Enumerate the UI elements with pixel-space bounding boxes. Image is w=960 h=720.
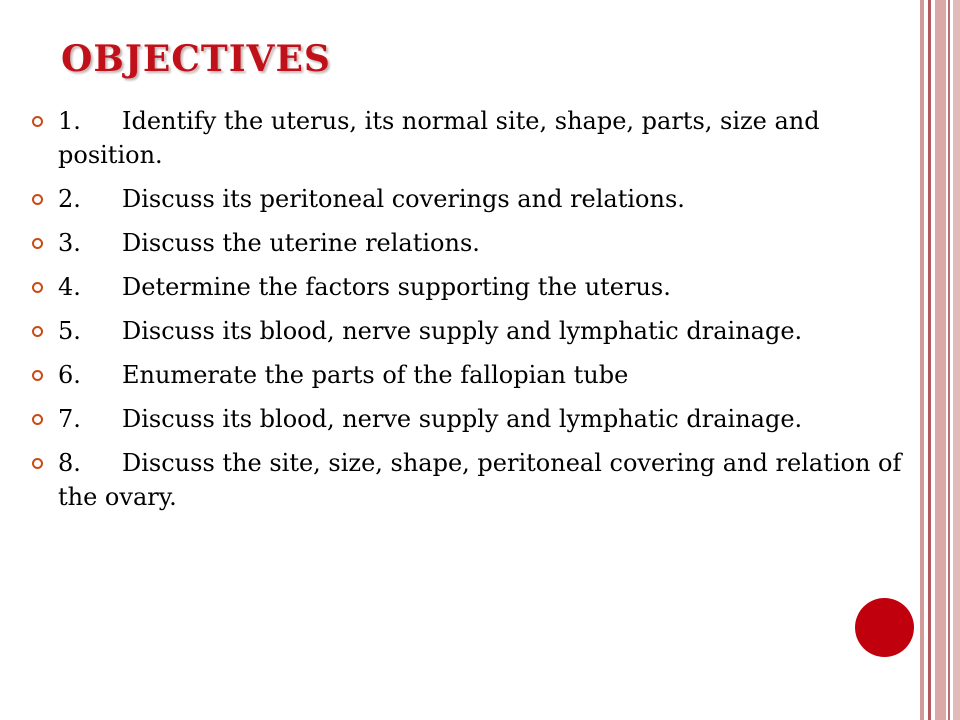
item-number: 2. (58, 185, 81, 213)
item-number: 6. (58, 361, 81, 389)
item-text: Discuss its peritoneal coverings and relations. (122, 185, 685, 213)
item-number: 8. (58, 449, 81, 477)
item-text: Discuss its blood, nerve supply and lymphatic drainage. (122, 405, 803, 433)
decorative-stripe (928, 0, 931, 720)
red-circle-icon (855, 598, 914, 657)
item-text: Discuss its blood, nerve supply and lymphatic drainage. (122, 317, 803, 345)
list-item (32, 314, 912, 348)
ring-bullet-icon (32, 458, 43, 469)
decorative-stripe (920, 0, 924, 720)
item-text: Identify the uterus, its normal site, shape, parts, size and position. (58, 107, 820, 169)
ring-bullet-icon (32, 116, 43, 127)
objectives-list (32, 104, 912, 524)
ring-bullet-icon (32, 194, 43, 205)
ring-bullet-icon (32, 326, 43, 337)
item-number: 5. (58, 317, 81, 345)
list-item (32, 104, 912, 172)
decorative-stripe (948, 0, 950, 720)
list-item (32, 358, 912, 392)
item-text: Determine the factors supporting the uterus. (122, 273, 671, 301)
ring-bullet-icon (32, 282, 43, 293)
list-item (32, 182, 912, 216)
slide-title: OBJECTIVES (61, 38, 331, 80)
list-item (32, 402, 912, 436)
item-text: Enumerate the parts of the fallopian tube (122, 361, 629, 389)
ring-bullet-icon (32, 414, 43, 425)
item-number: 7. (58, 405, 81, 433)
item-number: 1. (58, 107, 81, 135)
list-item (32, 226, 912, 260)
ring-bullet-icon (32, 370, 43, 381)
item-text: Discuss the site, size, shape, peritoneal covering and relation of the ovary. (58, 449, 902, 511)
item-number: 4. (58, 273, 81, 301)
item-text: Discuss the uterine relations. (122, 229, 480, 257)
decorative-stripe (953, 0, 960, 720)
item-number: 3. (58, 229, 81, 257)
list-item (32, 446, 912, 514)
decorative-stripe (935, 0, 946, 720)
ring-bullet-icon (32, 238, 43, 249)
list-item (32, 270, 912, 304)
